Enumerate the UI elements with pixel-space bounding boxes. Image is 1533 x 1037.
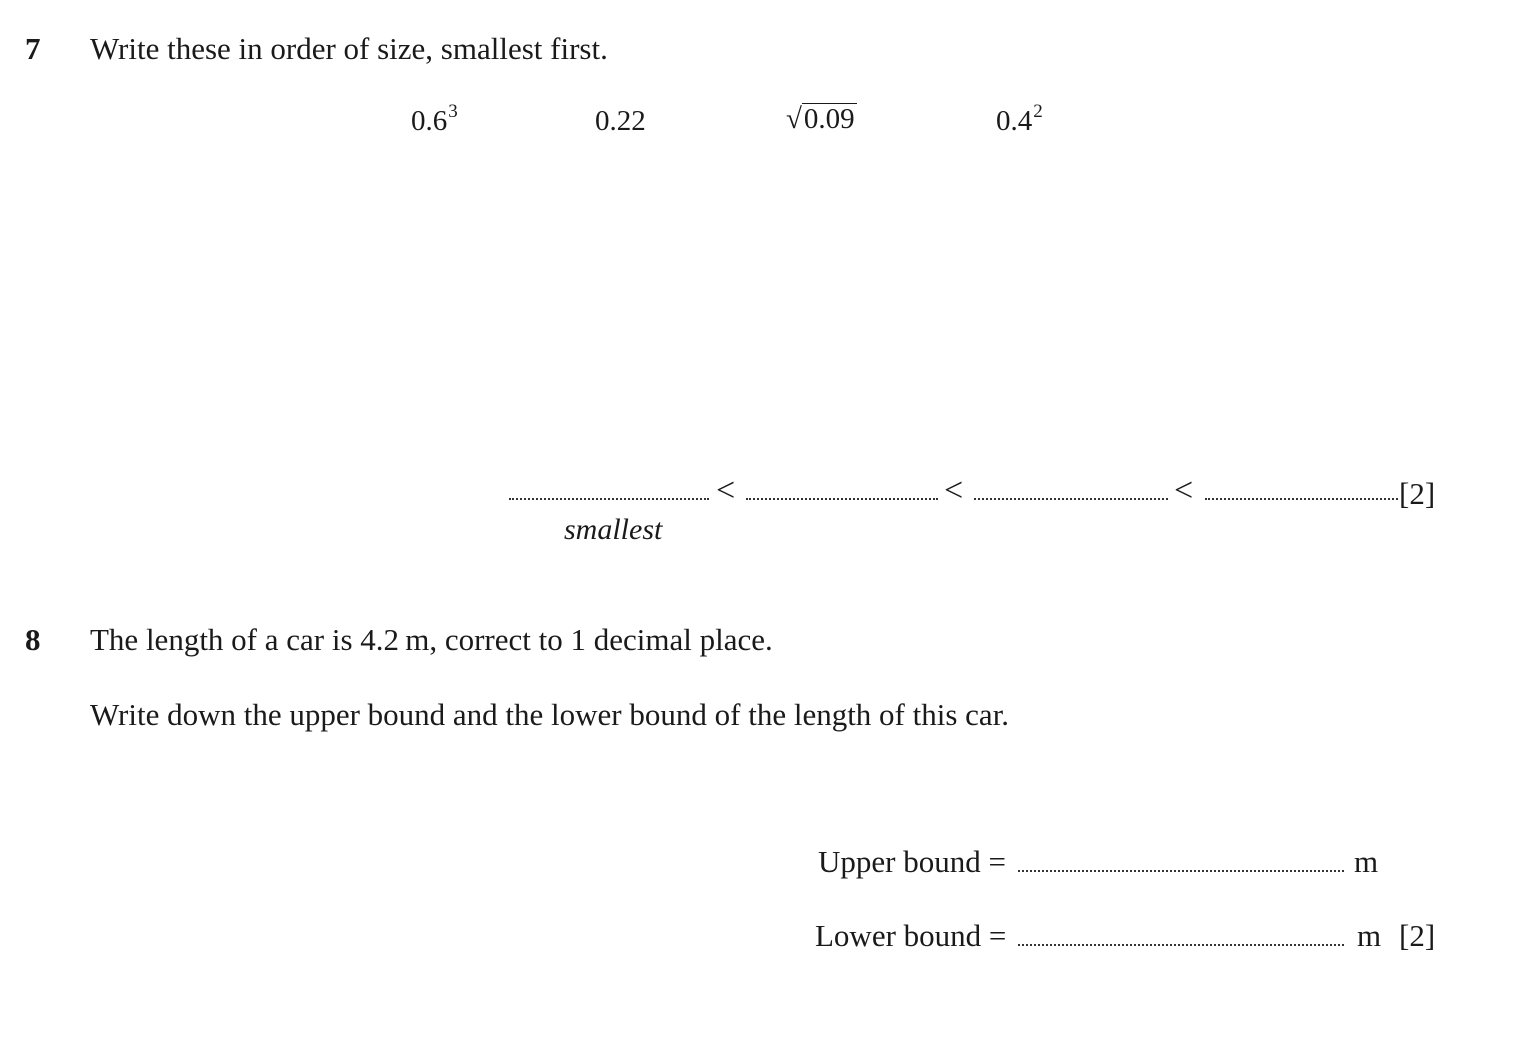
square-root-icon: √ <box>786 103 802 136</box>
value-0-4-squared <box>996 101 1043 138</box>
question-8-prompt: Write down the upper bound and the lower bound of the length of this car. <box>90 697 1010 732</box>
smallest-label: smallest <box>564 513 663 546</box>
value-0-6-cubed <box>411 101 458 138</box>
question-8-statement: The length of a car is 4.2 m, correct to 1 decimal place. <box>90 622 773 657</box>
question-7-number: 7 <box>25 31 41 66</box>
less-than-sign: < <box>944 472 964 509</box>
question-7-marks: [2] <box>1399 476 1436 511</box>
less-than-sign: < <box>1174 472 1194 509</box>
less-than-sign: < <box>716 472 736 509</box>
value-sqrt-0-09 <box>786 103 857 136</box>
lower-bound-unit: m <box>1357 918 1382 953</box>
base: 0.6 <box>411 105 448 137</box>
question-8-number: 8 <box>25 622 41 657</box>
question-8-marks: [2] <box>1399 918 1436 953</box>
answer-blank-2[interactable] <box>746 498 938 500</box>
upper-bound-label: Upper bound = <box>818 844 1006 879</box>
question-7-prompt: Write these in order of size, smallest first. <box>90 31 608 66</box>
radicand: 0.09 <box>803 103 855 135</box>
lower-bound-blank[interactable] <box>1018 944 1344 946</box>
base: 0.4 <box>996 105 1033 137</box>
exponent: 2 <box>1033 101 1043 122</box>
exponent: 3 <box>448 101 458 122</box>
lower-bound-label: Lower bound = <box>815 918 1007 953</box>
upper-bound-unit: m <box>1354 844 1379 879</box>
upper-bound-blank[interactable] <box>1018 870 1344 872</box>
answer-blank-1[interactable] <box>509 498 709 500</box>
value-0-22: 0.22 <box>595 105 646 137</box>
answer-blank-4[interactable] <box>1205 498 1398 500</box>
answer-blank-3[interactable] <box>974 498 1168 500</box>
